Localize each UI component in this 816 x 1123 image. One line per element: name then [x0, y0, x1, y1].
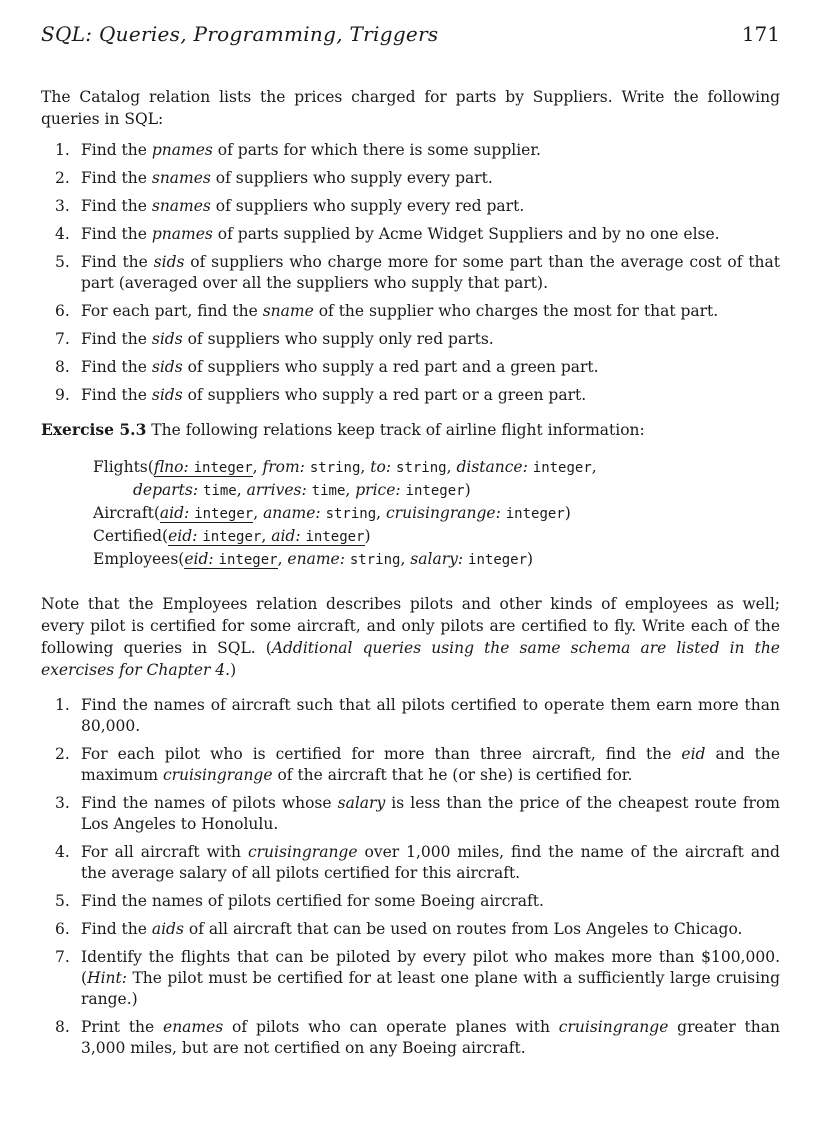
- list-item: 7. Identify the flights that can be piloted by every pilot who makes more than $100,000. (Hint: The pilot must be certified for at least one plane with a sufficiently large cruising range.): [55, 948, 780, 1008]
- list-item: 8. Find the sids of suppliers who supply a red part and a green part.: [55, 358, 599, 376]
- running-header: [41, 20, 780, 48]
- list-item: 3. Find the names of pilots whose salary is less than the price of the cheapest route from Los Angeles to Honolulu.: [55, 794, 780, 833]
- page-body: [41, 86, 780, 1066]
- list-item: 1. Find the names of aircraft such that all pilots certified to operate them earn more than 80,000.: [55, 696, 780, 735]
- list-item: 5. Find the names of pilots certified for some Boeing aircraft.: [55, 892, 544, 910]
- list-item: 1. Find the pnames of parts for which there is some supplier.: [55, 141, 541, 159]
- schema-certified: Certified(eid: integer, aid: integer): [93, 527, 371, 545]
- list-item: 9. Find the sids of suppliers who supply a red part or a green part.: [55, 386, 587, 404]
- query-list-flights: [41, 695, 780, 1059]
- exercise-label: Exercise 5.3: [41, 420, 147, 439]
- schema-flights: Flights(flno: integer, from: string, to: string, distance: integer,: [93, 458, 597, 476]
- list-item: 8. Print the enames of pilots who can operate planes with cruisingrange greater than 3,000 miles, but are not certified on any Boeing aircraft.: [55, 1018, 780, 1057]
- schema-aircraft: Aircraft(aid: integer, aname: string, cruisingrange: integer): [93, 504, 571, 522]
- list-item: 5. Find the sids of suppliers who charge more for some part than the average cost of that part (averaged over all the suppliers who supply that part).: [55, 253, 781, 292]
- schema-employees: Employees(eid: integer, ename: string, salary: integer): [93, 550, 534, 568]
- note-paragraph: Note that the Employees relation describes pilots and other kinds of employees as well; every pilot is certified for some aircraft, and only pilots are certified to fly. Write each of the following queries in SQL. (Additional queries using the same schema are listed in the exercises for Chapter 4.): [41, 595, 780, 679]
- schema-flights-cont: departs: time, arrives: time, price: integer): [133, 481, 471, 499]
- schema-block: [93, 456, 780, 571]
- page-number: 171: [741, 22, 780, 46]
- list-item: 4. For all aircraft with cruisingrange over 1,000 miles, find the name of the aircraft and the average salary of all pilots certified for this aircraft.: [55, 843, 780, 882]
- running-title: SQL: Queries, Programming, Triggers: [41, 22, 439, 46]
- list-item: 7. Find the sids of suppliers who supply only red parts.: [55, 330, 494, 348]
- exercise-heading: Exercise 5.3 The following relations keep track of airline flight information:: [41, 420, 645, 439]
- list-item: 6. For each part, find the sname of the supplier who charges the most for that part.: [55, 302, 719, 320]
- list-item: 4. Find the pnames of parts supplied by Acme Widget Suppliers and by no one else.: [55, 225, 720, 243]
- list-item: 2. Find the snames of suppliers who supply every part.: [55, 169, 493, 187]
- list-item: 3. Find the snames of suppliers who supply every red part.: [55, 197, 525, 215]
- intro-paragraph: The Catalog relation lists the prices charged for parts by Suppliers. Write the following queries in SQL:: [41, 88, 780, 128]
- list-item: 6. Find the aids of all aircraft that can be used on routes from Los Angeles to Chicago.: [55, 920, 743, 938]
- list-item: 2. For each pilot who is certified for more than three aircraft, find the eid and the maximum cruisingrange of the aircraft that he (or she) is certified for.: [55, 745, 780, 784]
- query-list-catalog: [41, 140, 780, 406]
